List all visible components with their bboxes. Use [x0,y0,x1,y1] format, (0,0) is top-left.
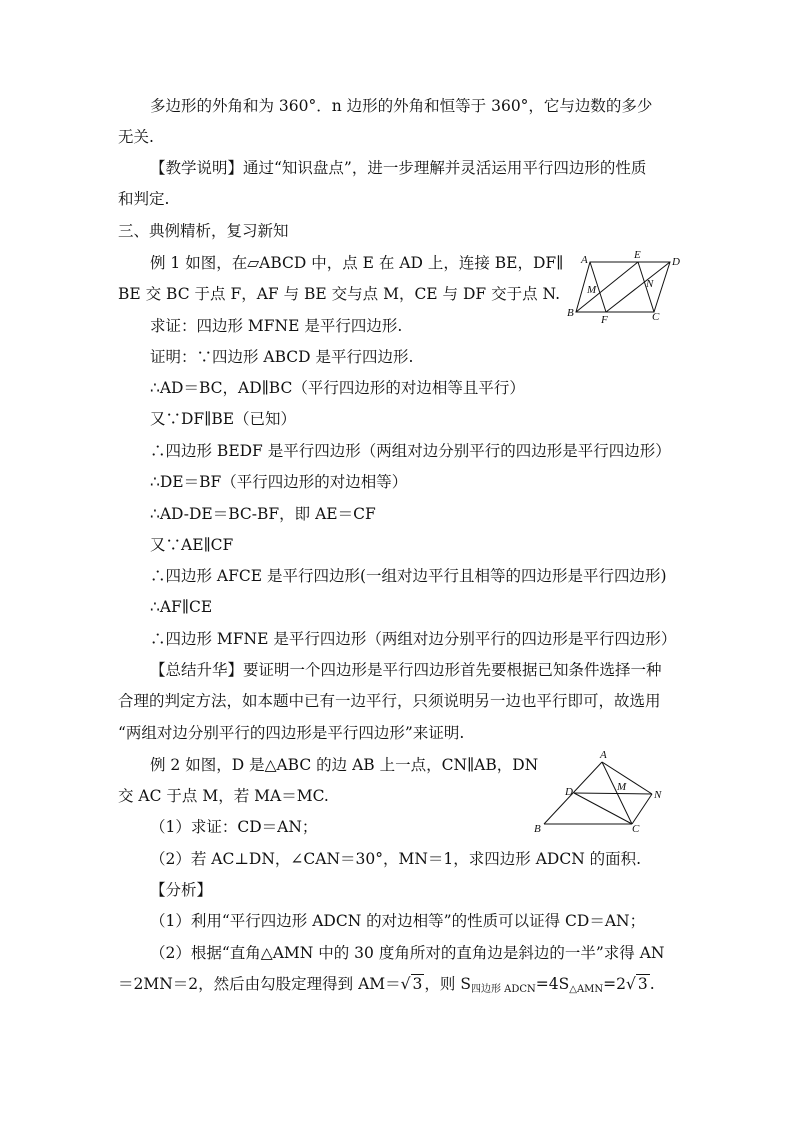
example2-figure [530,750,670,834]
label-a: A [581,254,588,266]
proof-step-7: 又∵AE∥CF [150,536,234,554]
example2-part-1: （1）求证：CD＝AN； [150,818,318,836]
segment-be [576,262,638,312]
example1-prove: 求证：四边形 MFNE 是平行四边形. [150,317,403,335]
label-n-2: N [654,789,662,801]
proof-step-8: ∴四边形 AFCE 是平行四边形(一组对边平行且相等的四边形是平行四边形) [150,567,667,585]
example1-line-2: BE 交 BC 于点 F，AF 与 BE 交与点 M，CE 与 DF 交于点 N. [118,285,561,303]
example2-line-2: 交 AC 于点 M，若 MA＝MC. [118,787,329,805]
segment-dc [574,793,632,824]
analysis-line-3-e: . [649,975,655,993]
label-f: F [601,314,608,326]
label-m-2: M [617,781,627,793]
sqrt-3-first-radicand: 3 [412,975,423,993]
summary-line-3: “两组对边分别平行的四边形是平行四边形”来证明. [118,724,465,742]
proof-step-4: ∴四边形 BEDF 是平行四边形（两组对边分别平行的四边形是平行四边形） [150,442,671,460]
label-c: C [652,311,660,323]
proof-step-5: ∴DE＝BF（平行四边形的对边相等） [150,473,408,491]
analysis-line-3-d: =2 [603,975,627,993]
subscript-triangle-amn: △AMN [569,984,604,995]
example1-figure [566,250,684,326]
proof-step-2: ∴AD＝BC，AD∥BC（平行四边形的对边相等且平行） [150,379,525,397]
label-b: B [567,307,574,319]
summary-line-2: 合理的判定方法，如本题中已有一边平行，只须说明另一边也平行即可，故选用 [118,692,661,710]
label-b-2: B [534,823,541,834]
intro-line-1: 多边形的外角和为 360°．n 边形的外角和恒等于 360°，它与边数的多少 [150,97,653,115]
proof-step-1: 证明：∵四边形 ABCD 是平行四边形. [150,348,414,366]
summary-line-1-text: 【总结升华】要证明一个四边形是平行四边形首先要根据已知条件选择一种 [150,661,662,679]
analysis-line-2: （2）根据“直角△AMN 中的 30 度角所对的直角边是斜边的一半”求得 AN [150,944,665,962]
proof-step-6: ∴AD-DE＝BC-BF，即 AE＝CF [150,505,376,523]
proof-step-10: ∴四边形 MFNE 是平行四边形（两组对边分别平行的四边形是平行四边形） [150,630,677,648]
label-d: D [672,256,680,268]
sqrt-3-first: √ 3 [400,975,423,993]
section-heading: 三、典例精析，复习新知 [118,222,289,240]
label-d-2: D [565,786,573,798]
segment-df [606,262,670,312]
analysis-line-3-b: ，则 S [424,975,471,993]
label-c-2: C [632,823,640,834]
label-n: N [646,278,654,290]
segment-dn [574,793,652,794]
analysis-line-3-a: ＝2MN＝2，然后由勾股定理得到 AM＝ [118,975,401,993]
teaching-note-line-2: 和判定. [118,190,170,208]
example1-line-1: 例 1 如图，在▱ABCD 中，点 E 在 AD 上，连接 BE，DF∥ [150,254,564,272]
label-e: E [634,250,641,261]
example2-part-2: （2）若 AC⊥DN，∠CAN＝30°，MN＝1，求四边形 ADCN 的面积. [150,850,642,868]
label-m: M [587,284,597,296]
analysis-line-3 [118,974,655,1000]
teaching-note-line-1: 【教学说明】通过“知识盘点”，进一步理解并灵活运用平行四边形的性质 [150,159,647,177]
example2-line-1: 例 2 如图，D 是△ABC 的边 AB 上一点，CN∥AB，DN [150,756,539,774]
sqrt-3-second-radicand: 3 [637,975,648,993]
label-a-2: A [600,750,607,761]
intro-line-2: 无关. [118,128,154,146]
proof-step-9: ∴AF∥CE [150,598,213,616]
subscript-quadrilateral-adcn: 四边形 ADCN [470,984,536,995]
analysis-line-1: （1）利用“平行四边形 ADCN 的对边相等”的性质可以证得 CD＝AN； [150,912,646,930]
segment-cn [632,794,652,824]
proof-step-3: 又∵DF∥BE（已知） [150,410,297,428]
sqrt-3-second: √ 3 [626,975,648,993]
analysis-line-3-c: =4S [535,975,570,993]
analysis-heading: 【分析】 [150,881,213,899]
summary-line-1 [150,660,662,680]
